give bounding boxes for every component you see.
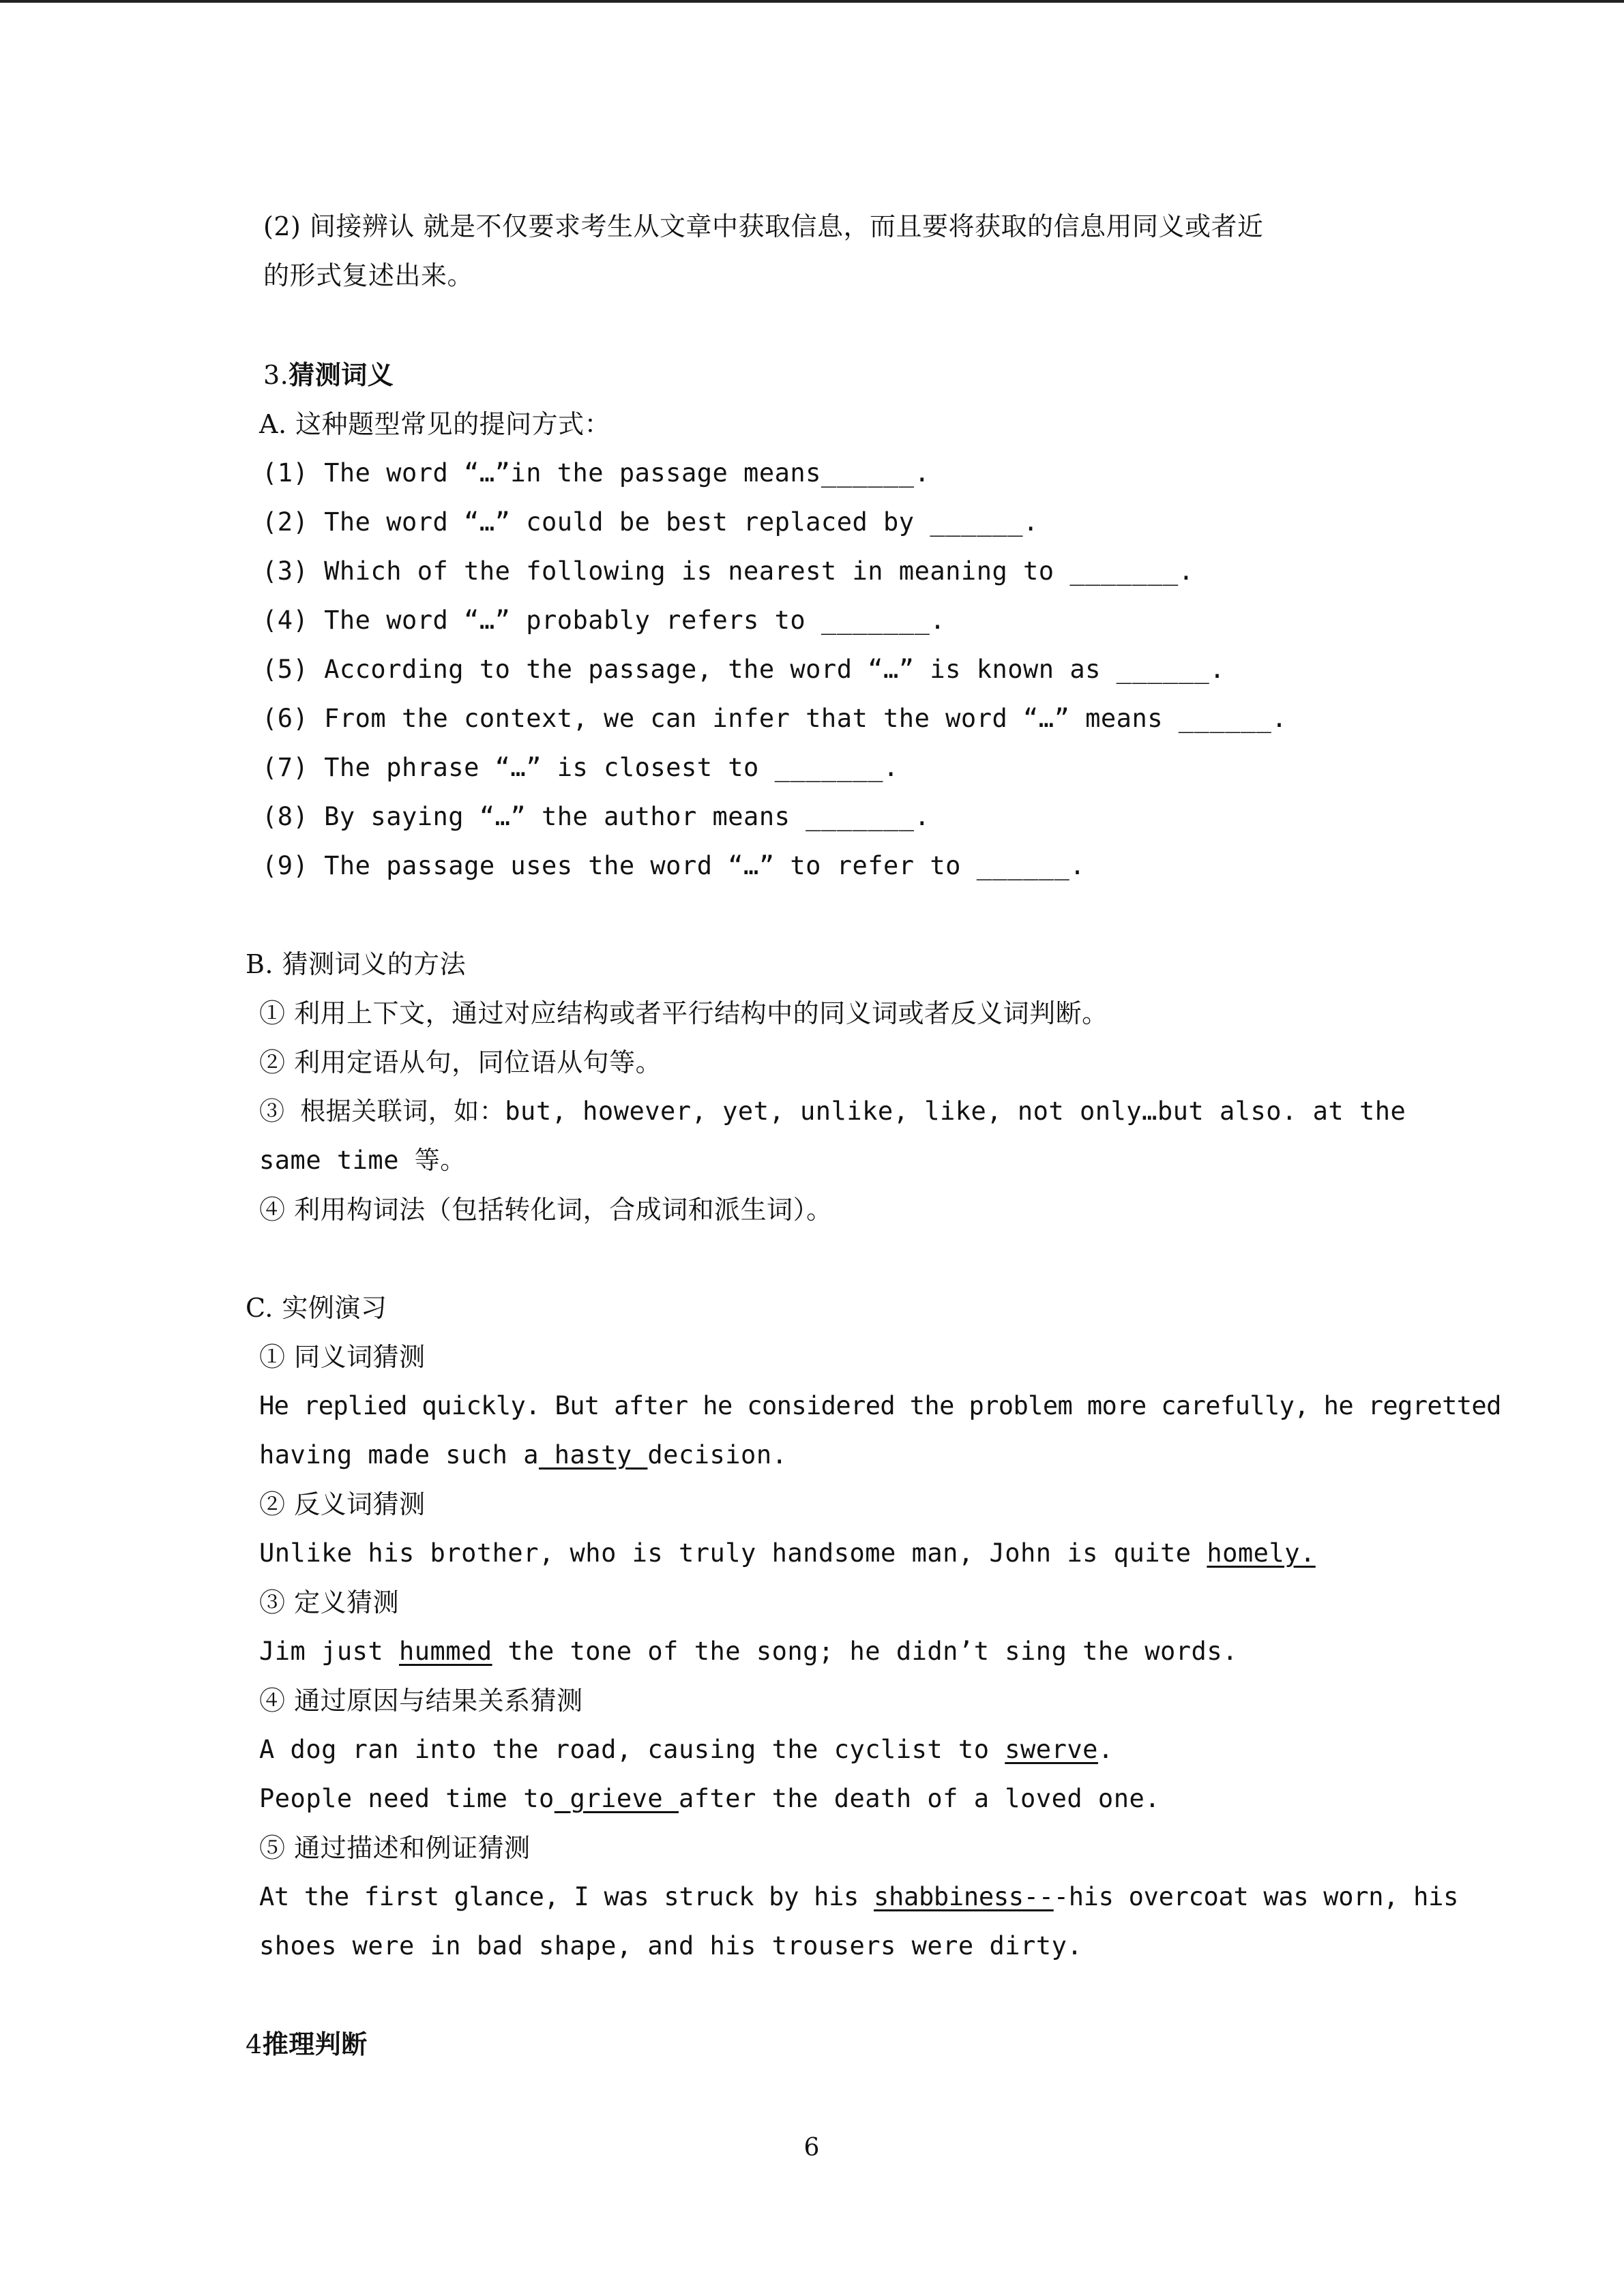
example-3-sentence	[259, 1632, 1238, 1671]
example-1-target-word: hasty	[538, 1440, 648, 1470]
example-2-text-before: Unlike his brother, who is truly handsome man, John is quite	[259, 1538, 1207, 1568]
example-4-s2-before: People need time to	[259, 1784, 555, 1813]
part-a-heading: A. 这种题型常见的提问方式：	[259, 409, 611, 439]
question-item-3: (3) Which of the following is nearest in meaning to _______.	[262, 556, 1194, 586]
method-item-3: ③ 根据关联词，如：but, however, yet, unlike, like, not only…but also. at the	[259, 1097, 1406, 1126]
example-5-sentence-line-1	[259, 1878, 1458, 1916]
example-1-text-before: having made such a	[259, 1440, 539, 1470]
example-4-s1-before: A dog ran into the road, causing the cyclist to	[259, 1735, 1005, 1764]
part-c-heading: C. 实例演习	[246, 1293, 387, 1323]
question-item-2: (2) The word “…” could be best replaced by ______.	[262, 507, 1039, 537]
example-1-title: ① 同义词猜测	[259, 1342, 426, 1372]
intro-line-1: (2) 间接辨认 就是不仅要求考生从文章中获取信息，而且要将获取的信息用同义或者近	[263, 211, 1264, 241]
method-item-3-continued: same time 等。	[259, 1146, 466, 1175]
example-3-target-word: hummed	[398, 1637, 492, 1666]
example-1-sentence-line-1: He replied quickly. But after he considered the problem more carefully, he regretted	[259, 1391, 1501, 1420]
section-4-title: 推理判断	[262, 2029, 368, 2059]
method-item-4: ④ 利用构词法（包括转化词，合成词和派生词）。	[259, 1195, 833, 1225]
example-4-s1-after: .	[1097, 1735, 1114, 1764]
question-item-1: (1) The word “…”in the passage means______.	[262, 458, 930, 488]
question-item-6: (6) From the context, we can infer that the word “…” means ______.	[262, 704, 1288, 733]
example-2-title: ② 反义词猜测	[259, 1489, 426, 1519]
page-number: 6	[803, 2134, 820, 2162]
example-3-title: ③ 定义猜测	[259, 1587, 400, 1617]
example-4-s2-target-word: grieve	[554, 1784, 679, 1813]
method-item-1: ① 利用上下文，通过对应结构或者平行结构中的同义词或者反义词判断。	[259, 998, 1108, 1028]
question-item-4: (4) The word “…” probably refers to _______.	[262, 606, 946, 635]
example-4-s2-after: after the death of a loved one.	[678, 1784, 1161, 1813]
question-item-9: (9) The passage uses the word “…” to refer to ______.	[262, 851, 1086, 880]
example-4-title: ④ 通过原因与结果关系猜测	[259, 1686, 583, 1716]
example-3-text-after: the tone of the song; he didn’t sing the words.	[492, 1637, 1238, 1666]
question-item-7: (7) The phrase “…” is closest to _______.	[262, 753, 899, 782]
method-item-2: ② 利用定语从句，同位语从句等。	[259, 1047, 662, 1077]
part-b-heading: B. 猜测词义的方法	[246, 949, 467, 979]
example-2-sentence	[259, 1534, 1316, 1572]
example-4-s1-target-word: swerve	[1005, 1735, 1098, 1764]
intro-line-2: 的形式复述出来。	[263, 260, 474, 290]
example-5-text-after: -his overcoat was worn, his	[1053, 1882, 1459, 1911]
example-4-sentence-1	[259, 1731, 1114, 1769]
example-5-text-before: At the first glance, I was struck by his	[259, 1882, 874, 1911]
example-1-text-after: decision.	[647, 1440, 788, 1470]
section-4-number: 4	[246, 2029, 263, 2059]
example-3-text-before: Jim just	[259, 1637, 399, 1666]
question-item-5: (5) According to the passage, the word “…” is known as ______.	[262, 655, 1226, 684]
example-2-target-word: homely.	[1207, 1538, 1316, 1568]
section-3-title: 猜测词义	[289, 359, 394, 390]
example-5-sentence-line-2: shoes were in bad shape, and his trousers were dirty.	[259, 1931, 1083, 1960]
question-item-8: (8) By saying “…” the author means _______.	[262, 802, 930, 831]
example-4-sentence-2	[259, 1780, 1160, 1818]
section-3-heading	[263, 356, 394, 394]
section-3-number: 3.	[263, 360, 289, 390]
example-5-title: ⑤ 通过描述和例证猜测	[259, 1833, 531, 1863]
example-1-sentence-line-2	[259, 1436, 787, 1474]
example-5-target-word: shabbiness--	[874, 1882, 1054, 1911]
section-4-heading	[246, 2025, 368, 2063]
